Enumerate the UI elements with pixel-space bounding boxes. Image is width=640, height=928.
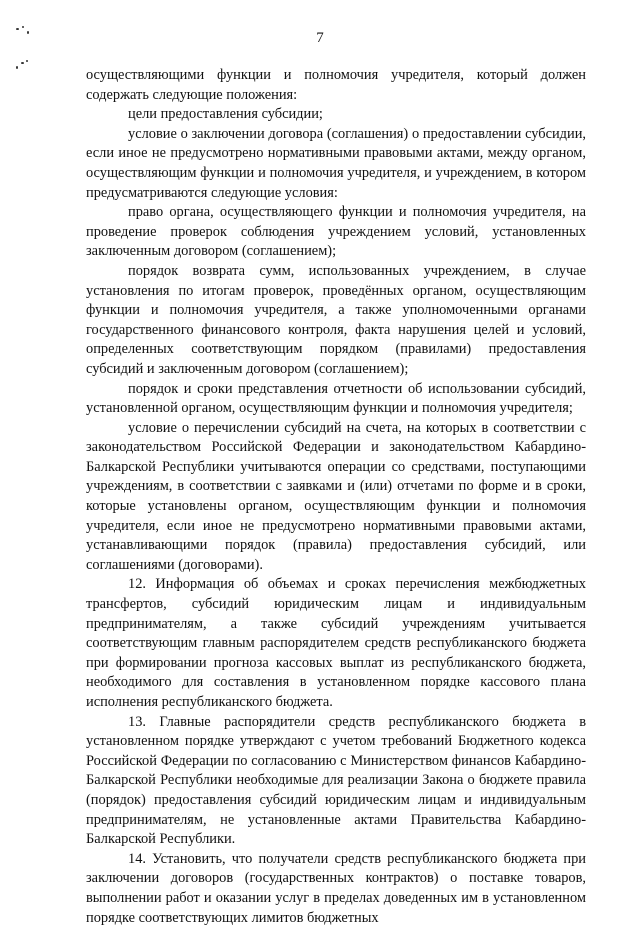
paragraph: условие о перечислении субсидий на счета, на которых в соответствии с законодательством Российской Федерации и законодательством Кабардино-Балкарской Республики учитываются операции со средствами, поступающими учреждениям, в соответствии с заявками и (или) отчетами по форме и в сроки, которые установлены органом, осуществляющим функции и полномочия учредителя, если иное не предусмотрено нормативными правовыми актами, устанавливающими порядок (правила) предоставления субсидий, или соглашениями (договорами). <box>86 419 586 573</box>
paragraph: порядок и сроки представления отчетности об использовании субсидий, установленной органом, осуществляющим функции и полномочия учредителя; <box>86 380 586 417</box>
paragraph: право органа, осуществляющего функции и полномочия учредителя, на проведение проверок соблюдения учреждением условий, установленных заключенным договором (соглашением); <box>86 204 586 260</box>
paragraph: 12. Информация об объемах и сроках перечисления межбюджетных трансфертов, субсидий юридическим лицам и индивидуальным предпринимателям, а также субсидий учреждениям учитывается соответствующим главным распорядителем средств республиканского бюджета при формировании прогноза кассовых выплат из республиканского бюджета, необходимого для составления в установленном порядке кассового плана исполнения республиканского бюджета. <box>86 576 586 710</box>
paragraph: условие о заключении договора (соглашения) о предоставлении субсидии, если иное не предусмотрено нормативными правовыми актами, между органом, осуществляющим функции и полномочия учредителя, и учреждением, в котором предусматриваются следующие условия: <box>86 125 586 201</box>
paragraph: 13. Главные распорядители средств республиканского бюджета в установленном порядке утверждают с учетом требований Бюджетного кодекса Российской Федерации по согласованию с Министерством финансов Кабардино-Балкарской Республики необходимые для реализации Закона о бюджете правила (порядок) предоставления субсидий юридическим лицам и индивидуальным предпринимателям, не установленные актами Правительства Кабардино-Балкарской Республики. <box>86 713 586 848</box>
page-number: 7 <box>316 30 324 46</box>
document-body <box>86 66 586 928</box>
scan-speck <box>26 60 28 62</box>
scan-speck <box>16 66 18 69</box>
paragraph: осуществляющими функции и полномочия учредителя, который должен содержать следующие положения: <box>86 67 586 103</box>
scan-speck <box>22 26 24 28</box>
paragraph: порядок возврата сумм, использованных учреждением, в случае установления по итогам проверок, проведённых органом, осуществляющим функции и полномочия учредителя, а также уполномоченными органами государственного финансового контроля, факта нарушения целей и условий, определенных соответствующим порядком (правилами) предоставления субсидий и заключенным договором (соглашением); <box>86 262 586 377</box>
paragraph: цели предоставления субсидии; <box>128 106 323 123</box>
scan-speck <box>21 62 24 64</box>
paragraph: 14. Установить, что получатели средств республиканского бюджета при заключении договоров (государственных контрактов) о поставке товаров, выполнении работ и оказании услуг в пределах доведенных им в установленном порядке соответствующих лимитов бюджетных <box>86 850 586 926</box>
